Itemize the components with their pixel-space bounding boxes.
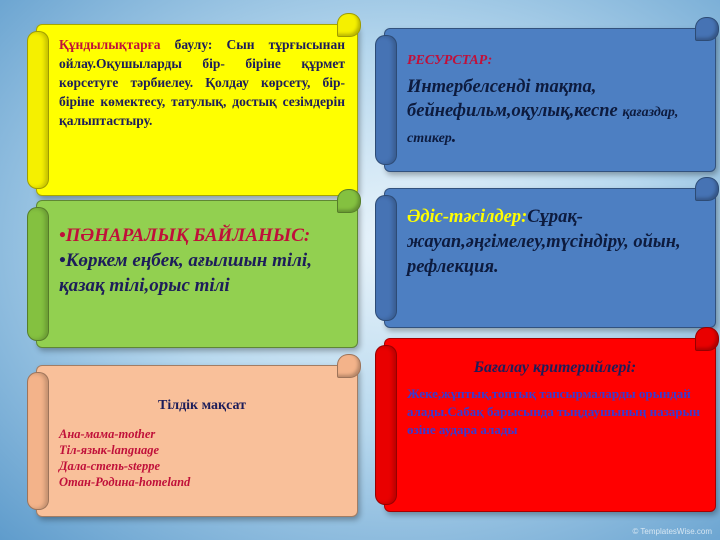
scroll-roll	[375, 195, 397, 321]
scroll-roll	[375, 345, 397, 505]
scroll-curl	[337, 354, 361, 378]
values-text	[59, 35, 345, 187]
scroll-roll	[375, 35, 397, 165]
scroll-curl	[695, 177, 719, 201]
interdisciplinary-title: •ПӘНАРАЛЫҚ БАЙЛАНЫС:	[59, 225, 311, 246]
criteria-title: Бағалау критерийлері:	[473, 359, 637, 376]
scroll-curl	[337, 189, 361, 213]
methods-scroll	[384, 188, 716, 328]
language-goal-scroll	[36, 365, 358, 517]
resources-scroll	[384, 28, 716, 172]
methods-label: Әдіс-тәсілдер:	[407, 207, 528, 227]
vocab-line: Отан-Родина-homeland	[59, 475, 191, 489]
methods-text: Сұрақ-жауап,әңгімелеу,түсіндіру, ойын, рефлекция.	[407, 207, 681, 277]
criteria-scroll	[384, 338, 716, 512]
vocab-line: Тіл-язык-language	[59, 443, 160, 457]
values-body: баулу: Сын тұрғысынан ойлау.Оқушыларды бір- біріне құрмет көрсетуге тәрбиелеу. Қолдау көрсету, бір- біріне көмектесу, татулық, достық сезімдерін қалыптастыру.	[59, 37, 345, 128]
scroll-curl	[695, 17, 719, 41]
scroll-curl	[695, 327, 719, 351]
vocab-line: Ана-мама-mother	[59, 427, 156, 441]
resources-main: Интербелсенді тақта, бейнефильм,оқулық,кеспе	[407, 77, 618, 121]
criteria-text: Жеке,жұптық,топтық тапсырмаларды орындай алады.Сабақ барысында тыңдаушының назарын өзіне аудара алады	[407, 386, 701, 437]
scroll-curl	[337, 13, 361, 37]
language-goal-heading: Тілдік мақсат	[157, 398, 247, 413]
vocab-line: Дала-степь-steppe	[59, 459, 161, 473]
interdisciplinary-scroll	[36, 200, 358, 348]
resources-dot: .	[451, 127, 457, 147]
resources-small: қағаздар, стикер	[407, 105, 679, 146]
watermark: © TemplatesWise.com	[632, 527, 712, 536]
resources-title: РЕСУРСТАР:	[407, 53, 493, 68]
interdisciplinary-subjects: •Көркем еңбек, ағылшын тілі, қазақ тілі,орыс тілі	[59, 250, 312, 296]
scroll-roll	[27, 372, 49, 510]
scroll-roll	[27, 207, 49, 341]
values-scroll	[36, 24, 358, 196]
scroll-roll	[27, 31, 49, 189]
values-label: Құндылықтарға	[59, 37, 161, 52]
